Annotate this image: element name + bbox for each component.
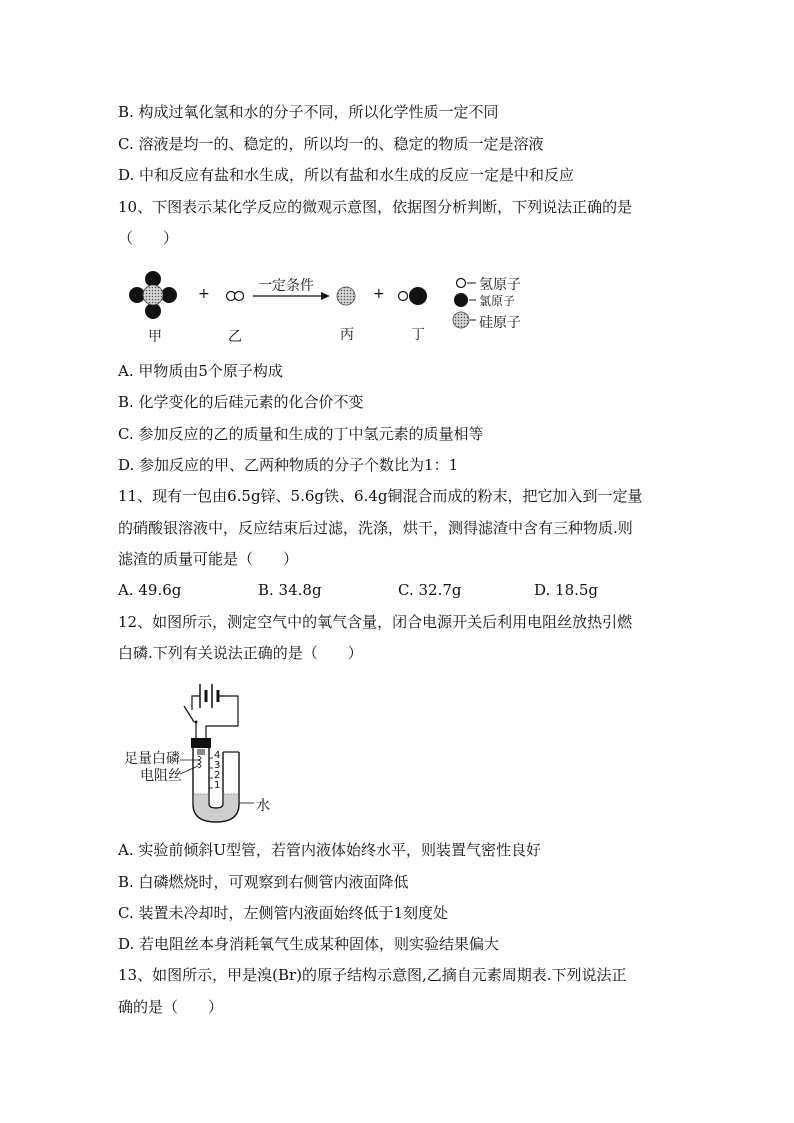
label-ding: 丁 xyxy=(411,327,425,343)
q10-option-c: C. 参加反应的乙的质量和生成的丁中氢元素的质量相等 xyxy=(118,425,484,443)
q12-stem-line1: 12、如图所示，测定空气中的氧气含量，闭合电源开关后利用电阻丝放热引燃 xyxy=(118,613,633,631)
q10-reaction-figure xyxy=(118,262,578,352)
q11-option-b: B. 34.8g xyxy=(258,581,322,599)
scale-4: 4 xyxy=(214,750,221,761)
q10-stem-line1: 10、下图表示某化学反应的微观示意图，依据图分析判断，下列说法正确的是 xyxy=(118,198,633,216)
label-white-phosphorus: 足量白磷 xyxy=(124,751,180,767)
q10-stem-line2: （ ） xyxy=(118,229,179,247)
molecule-yi xyxy=(227,292,244,301)
q11-stem-line3: 滤渣的质量可能是（ ） xyxy=(118,550,299,568)
q11-stem-line1: 11、现有一包由6.5g锌、5.6g铁、6.4g铜混合而成的粉末，把它加入到一定量 xyxy=(118,487,643,505)
q9-option-b: B. 构成过氧化氢和水的分子不同，所以化学性质一定不同 xyxy=(118,103,499,121)
label-water: 水 xyxy=(256,798,270,814)
plus-2: + xyxy=(373,286,385,302)
q12-option-c: C. 装置未冷却时，左侧管内液面始终低于1刻度处 xyxy=(118,904,449,922)
resistance-wire xyxy=(198,756,201,768)
molecule-jia xyxy=(129,271,177,319)
plus-1: + xyxy=(198,286,210,302)
label-bing: 丙 xyxy=(340,327,354,343)
scale-3: 3 xyxy=(214,760,221,771)
q10-option-b: B. 化学变化的后硅元素的化合价不变 xyxy=(118,393,364,411)
q9-option-c: C. 溶液是均一的、稳定的，所以均一的、稳定的物质一定是溶液 xyxy=(118,135,544,153)
scale-2: 2 xyxy=(214,770,221,781)
label-yi: 乙 xyxy=(228,329,242,345)
h-atom xyxy=(235,292,244,301)
label-jia: 甲 xyxy=(148,329,162,345)
q12-option-d: D. 若电阻丝本身消耗氧气生成某种固体，则实验结果偏大 xyxy=(118,935,500,953)
q11-option-c: C. 32.7g xyxy=(398,581,462,599)
q12-stem-line2: 白磷.下列有关说法正确的是（ ） xyxy=(118,644,363,662)
q10-option-d: D. 参加反应的甲、乙两种物质的分子个数比为1：1 xyxy=(118,456,459,474)
molecule-ding xyxy=(399,287,428,305)
legend-cl-label: 氯原子 xyxy=(479,294,516,308)
q9-option-d: D. 中和反应有盐和水生成，所以有盐和水生成的反应一定是中和反应 xyxy=(118,166,575,184)
q12-apparatus-figure xyxy=(118,676,288,826)
q11-stem-line2: 的硝酸银溶液中，反应结束后过滤，洗涤，烘干，测得滤渣中含有三种物质.则 xyxy=(118,519,633,537)
q13-stem-line2: 确的是（ ） xyxy=(118,998,224,1016)
rubber-stopper xyxy=(191,738,211,748)
scale-1: 1 xyxy=(214,780,221,791)
si-atom xyxy=(143,285,163,305)
q12-option-a: A. 实验前倾斜U型管，若管内液体始终水平，则装置气密性良好 xyxy=(118,841,542,859)
molecule-bing xyxy=(337,287,355,305)
label-resistance-wire: 电阻丝 xyxy=(140,768,182,784)
h-atom xyxy=(399,292,408,301)
reaction-condition: 一定条件 xyxy=(258,278,314,294)
white-phosphorus xyxy=(197,749,205,755)
legend-si-label: 硅原子 xyxy=(479,315,521,331)
legend-si-icon xyxy=(453,312,469,328)
q10-option-a: A. 甲物质由5个原子构成 xyxy=(118,362,283,380)
cl-atom xyxy=(409,287,427,305)
q12-option-b: B. 白磷燃烧时，可观察到右侧管内液面降低 xyxy=(118,873,409,891)
legend-h-icon xyxy=(457,279,466,288)
legend-h-label: 氢原子 xyxy=(479,277,521,293)
q11-option-a: A. 49.6g xyxy=(118,581,182,599)
legend-cl-icon xyxy=(454,293,468,307)
q13-stem-line1: 13、如图所示，甲是溴(Br)的原子结构示意图,乙摘自元素周期表.下列说法正 xyxy=(118,966,627,984)
q11-option-d: D. 18.5g xyxy=(534,581,599,599)
